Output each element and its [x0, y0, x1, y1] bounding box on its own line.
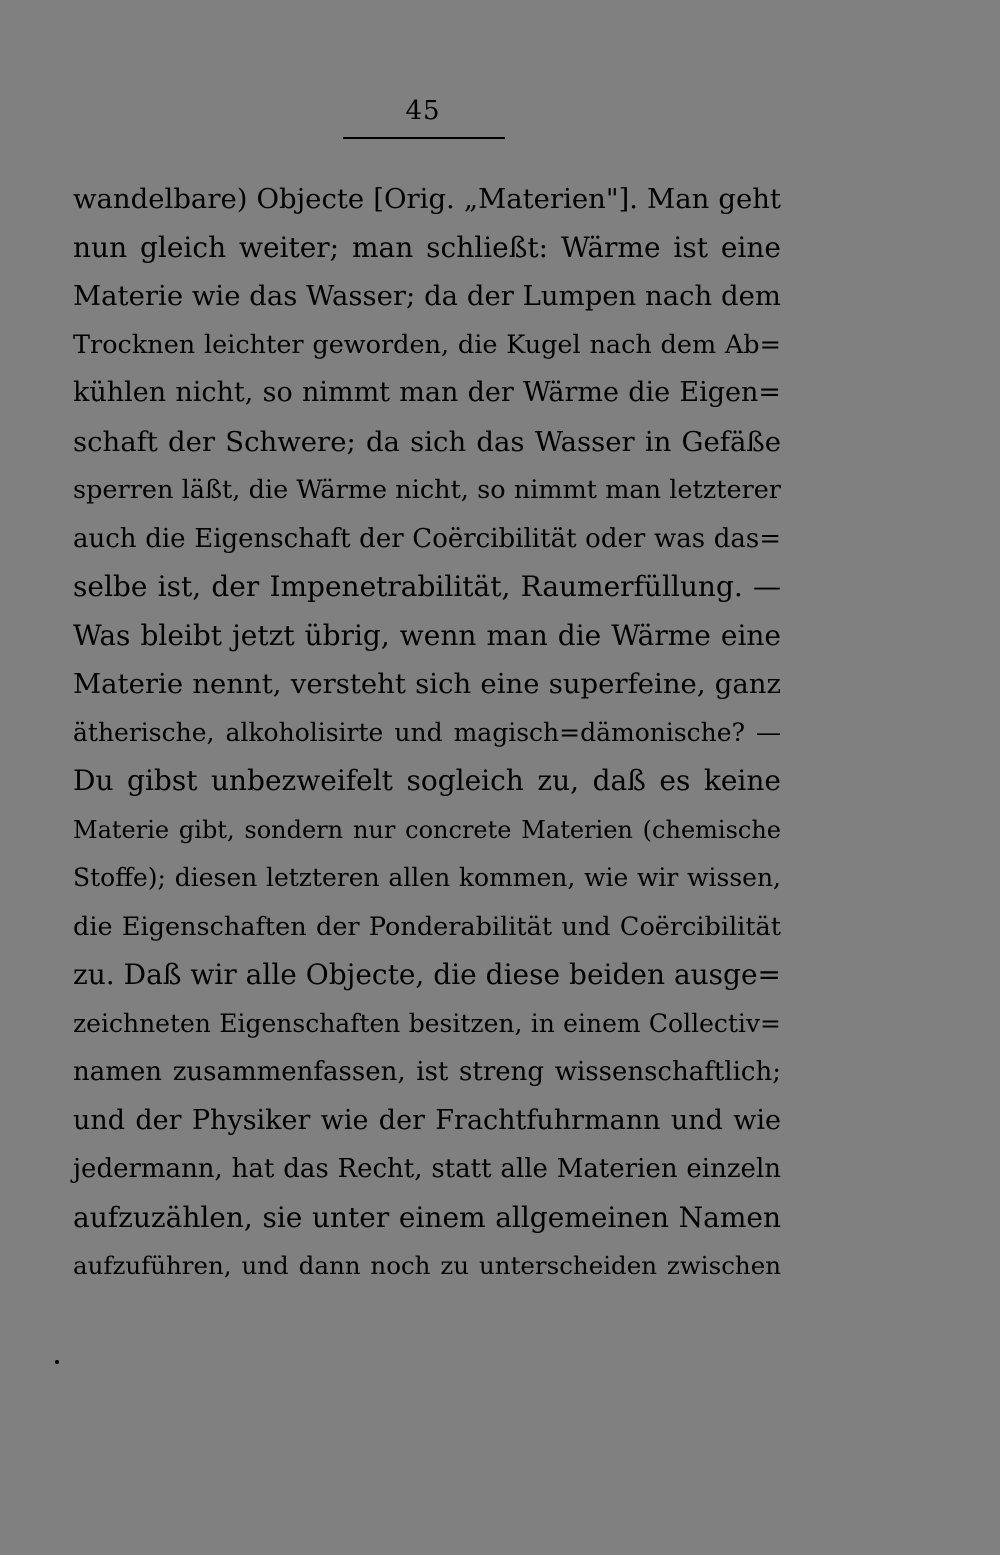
text-line: die Eigenschaften der Ponderabilität und Coërcibilität	[73, 911, 781, 942]
text-line: selbe ist, der Impenetrabilität, Raumerfüllung. —	[73, 570, 781, 603]
ink-speck	[55, 1360, 59, 1364]
text-line: aufzuführen, und dann noch zu unterscheiden zwischen	[73, 1251, 781, 1280]
text-line: Stoffe); diesen letzteren allen kommen, wie wir wissen,	[73, 863, 781, 892]
text-line: und der Physiker wie der Frachtfuhrmann und wie	[73, 1104, 781, 1136]
body-text	[73, 175, 781, 1291]
text-line: kühlen nicht, so nimmt man der Wärme die Eigen=	[73, 377, 781, 408]
text-line: zu. Daß wir alle Objecte, die diese beiden ausge=	[73, 958, 781, 991]
text-line: namen zusammenfassen, ist streng wissenschaftlich;	[73, 1057, 781, 1087]
text-line: Materie nennt, versteht sich eine superfeine, ganz	[73, 668, 781, 700]
text-line: zeichneten Eigenschaften besitzen, in einem Collectiv=	[73, 1008, 781, 1038]
text-line: aufzuzählen, sie unter einem allgemeinen Namen	[73, 1200, 781, 1234]
text-line: nun gleich weiter; man schließt: Wärme ist eine	[73, 230, 781, 264]
text-line: jedermann, hat das Recht, statt alle Materien einzeln	[73, 1154, 781, 1184]
text-line: wandelbare) Objecte [Orig. „Materien"]. Man geht	[73, 183, 781, 215]
header-rule	[343, 137, 505, 139]
text-line: Materie wie das Wasser; da der Lumpen nach dem	[73, 280, 781, 312]
text-line: Du gibst unbezweifelt sogleich zu, daß es keine	[73, 764, 781, 797]
text-line: Materie gibt, sondern nur concrete Materien (chemische	[73, 815, 781, 844]
text-line: schaft der Schwere; da sich das Wasser in Gefäße	[73, 425, 781, 458]
text-line: Trocknen leichter geworden, die Kugel nach dem Ab=	[73, 329, 781, 360]
text-line: auch die Eigenschaft der Coërcibilität oder was das=	[73, 523, 781, 554]
text-line: Was bleibt jetzt übrig, wenn man die Wärme eine	[73, 618, 781, 652]
page-number: 45	[405, 96, 441, 126]
text-line: ätherische, alkoholisirte und magisch=dämonische? —	[73, 717, 781, 747]
text-line: sperren läßt, die Wärme nicht, so nimmt man letzterer	[73, 475, 781, 505]
